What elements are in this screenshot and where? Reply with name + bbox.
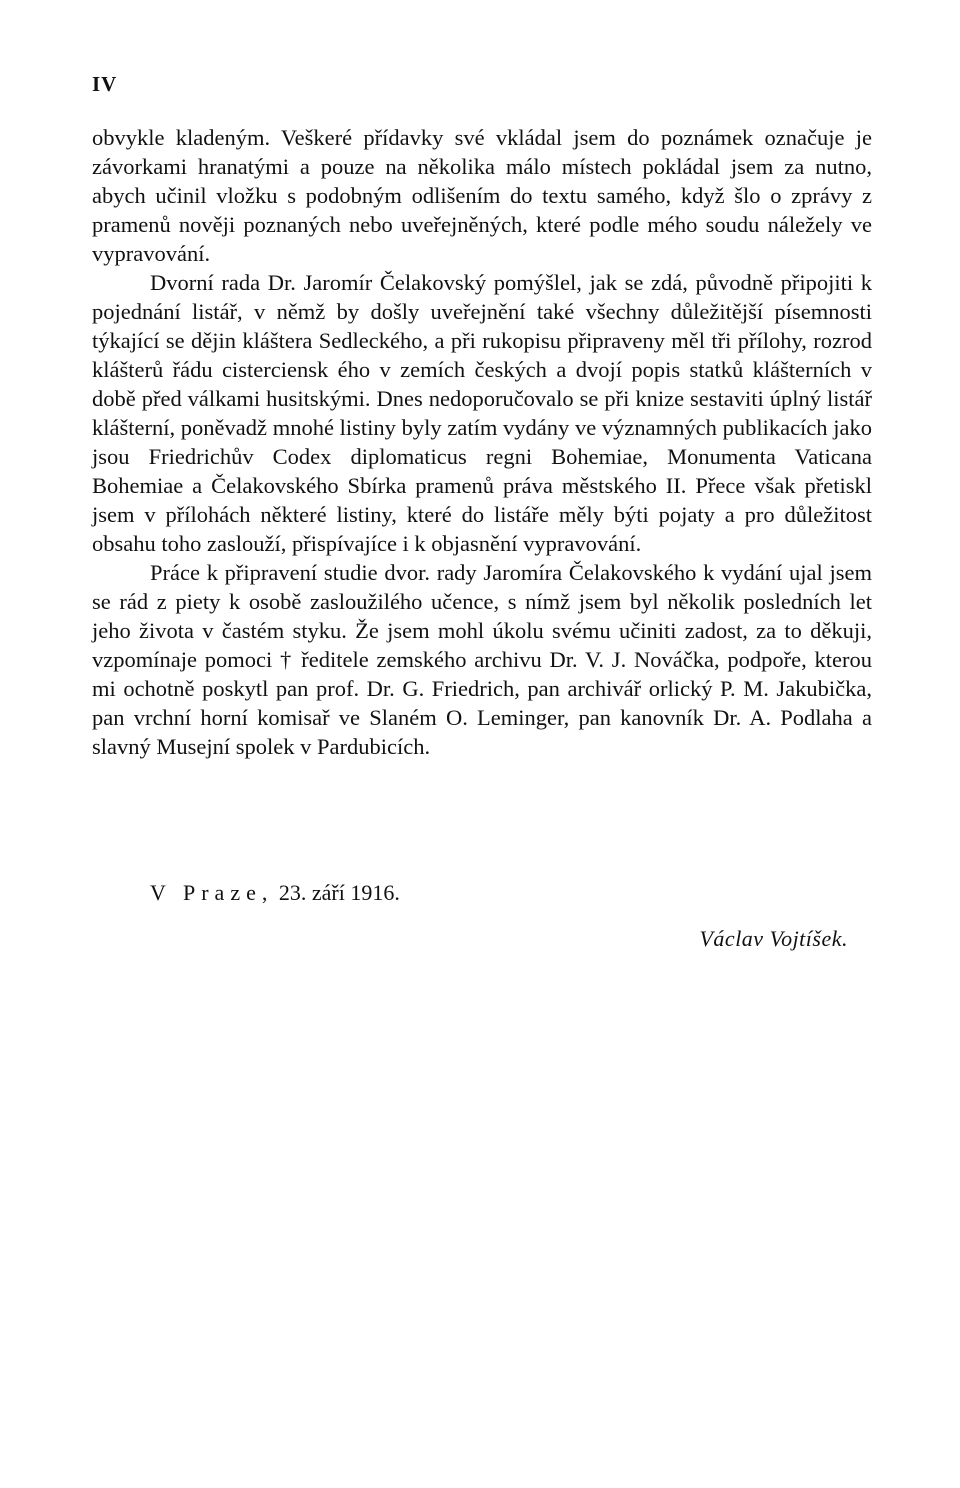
body-text [92,123,872,761]
author-signature: Václav Vojtíšek. [699,926,848,951]
paragraph-continuation: obvykle kladeným. Veškeré přídavky své vkládal jsem do poznámek označuje je závorkami hranatými a pouze na několika málo místech pokládal jsem za nutno, abych učinil vložku s podobným odlišením do textu samého, když šlo o zprávy z pramenů nověji poznaných nebo uveřejněných, které podle mého soudu náležely ve vypravování. [92,125,872,266]
paragraph-celakovsky-listar: Dvorní rada Dr. Jaromír Čelakovský pomýšlel, jak se zdá, původně připojiti k pojednání listář, v němž by došly uveřejnění také všechny důležitější písemnosti týkající se dějin kláštera Sedleckého, a při rukopisu připraveny měl tři přílohy, rozrod klášterů řádu cisterciensk ého v zemích českých a dvojí popis statků klášterních v době před válkami husitskými. Dnes nedoporučovalo se při knize sestaviti úplný listář klášterní, poněvadž mnohé listiny byly zatím vydány ve významných publikacích jako jsou Friedrichův Codex diplomaticus regni Bohemiae, Monumenta Vaticana Bohemiae a Čelakovského Sbírka pramenů práva městského II. Přece však přetiskl jsem v přílohách některé listiny, které do listáře měly býti pojaty a pro důležitost obsahu toho zaslouží, přispívajíce i k objasnění vypravování. [92,270,872,556]
dateline-date: 23. září 1916. [278,880,400,905]
paragraph-acknowledgements: Práce k připravení studie dvor. rady Jaromíra Čelakovského k vydání ujal jsem se rád z piety k osobě zasloužilého učence, s nímž jsem byl několik posledních let jeho života v častém styku. Že jsem mohl úkolu svému učiniti zadost, za to děkuji, vzpomínaje pomoci † ředitele zemského archivu Dr. V. J. Nováčka, podpoře, kterou mi ochotně poskytl pan prof. Dr. G. Friedrich, pan archivář orlický P. M. Jakubička, pan vrchní horní komisař ve Slaném O. Leminger, pan kanovník Dr. A. Podlaha a slavný Musejní spolek v Pardubicích. [92,560,872,759]
dateline [150,880,400,906]
page-number: IV [92,72,118,96]
dateline-place: V Praze, [150,880,274,905]
